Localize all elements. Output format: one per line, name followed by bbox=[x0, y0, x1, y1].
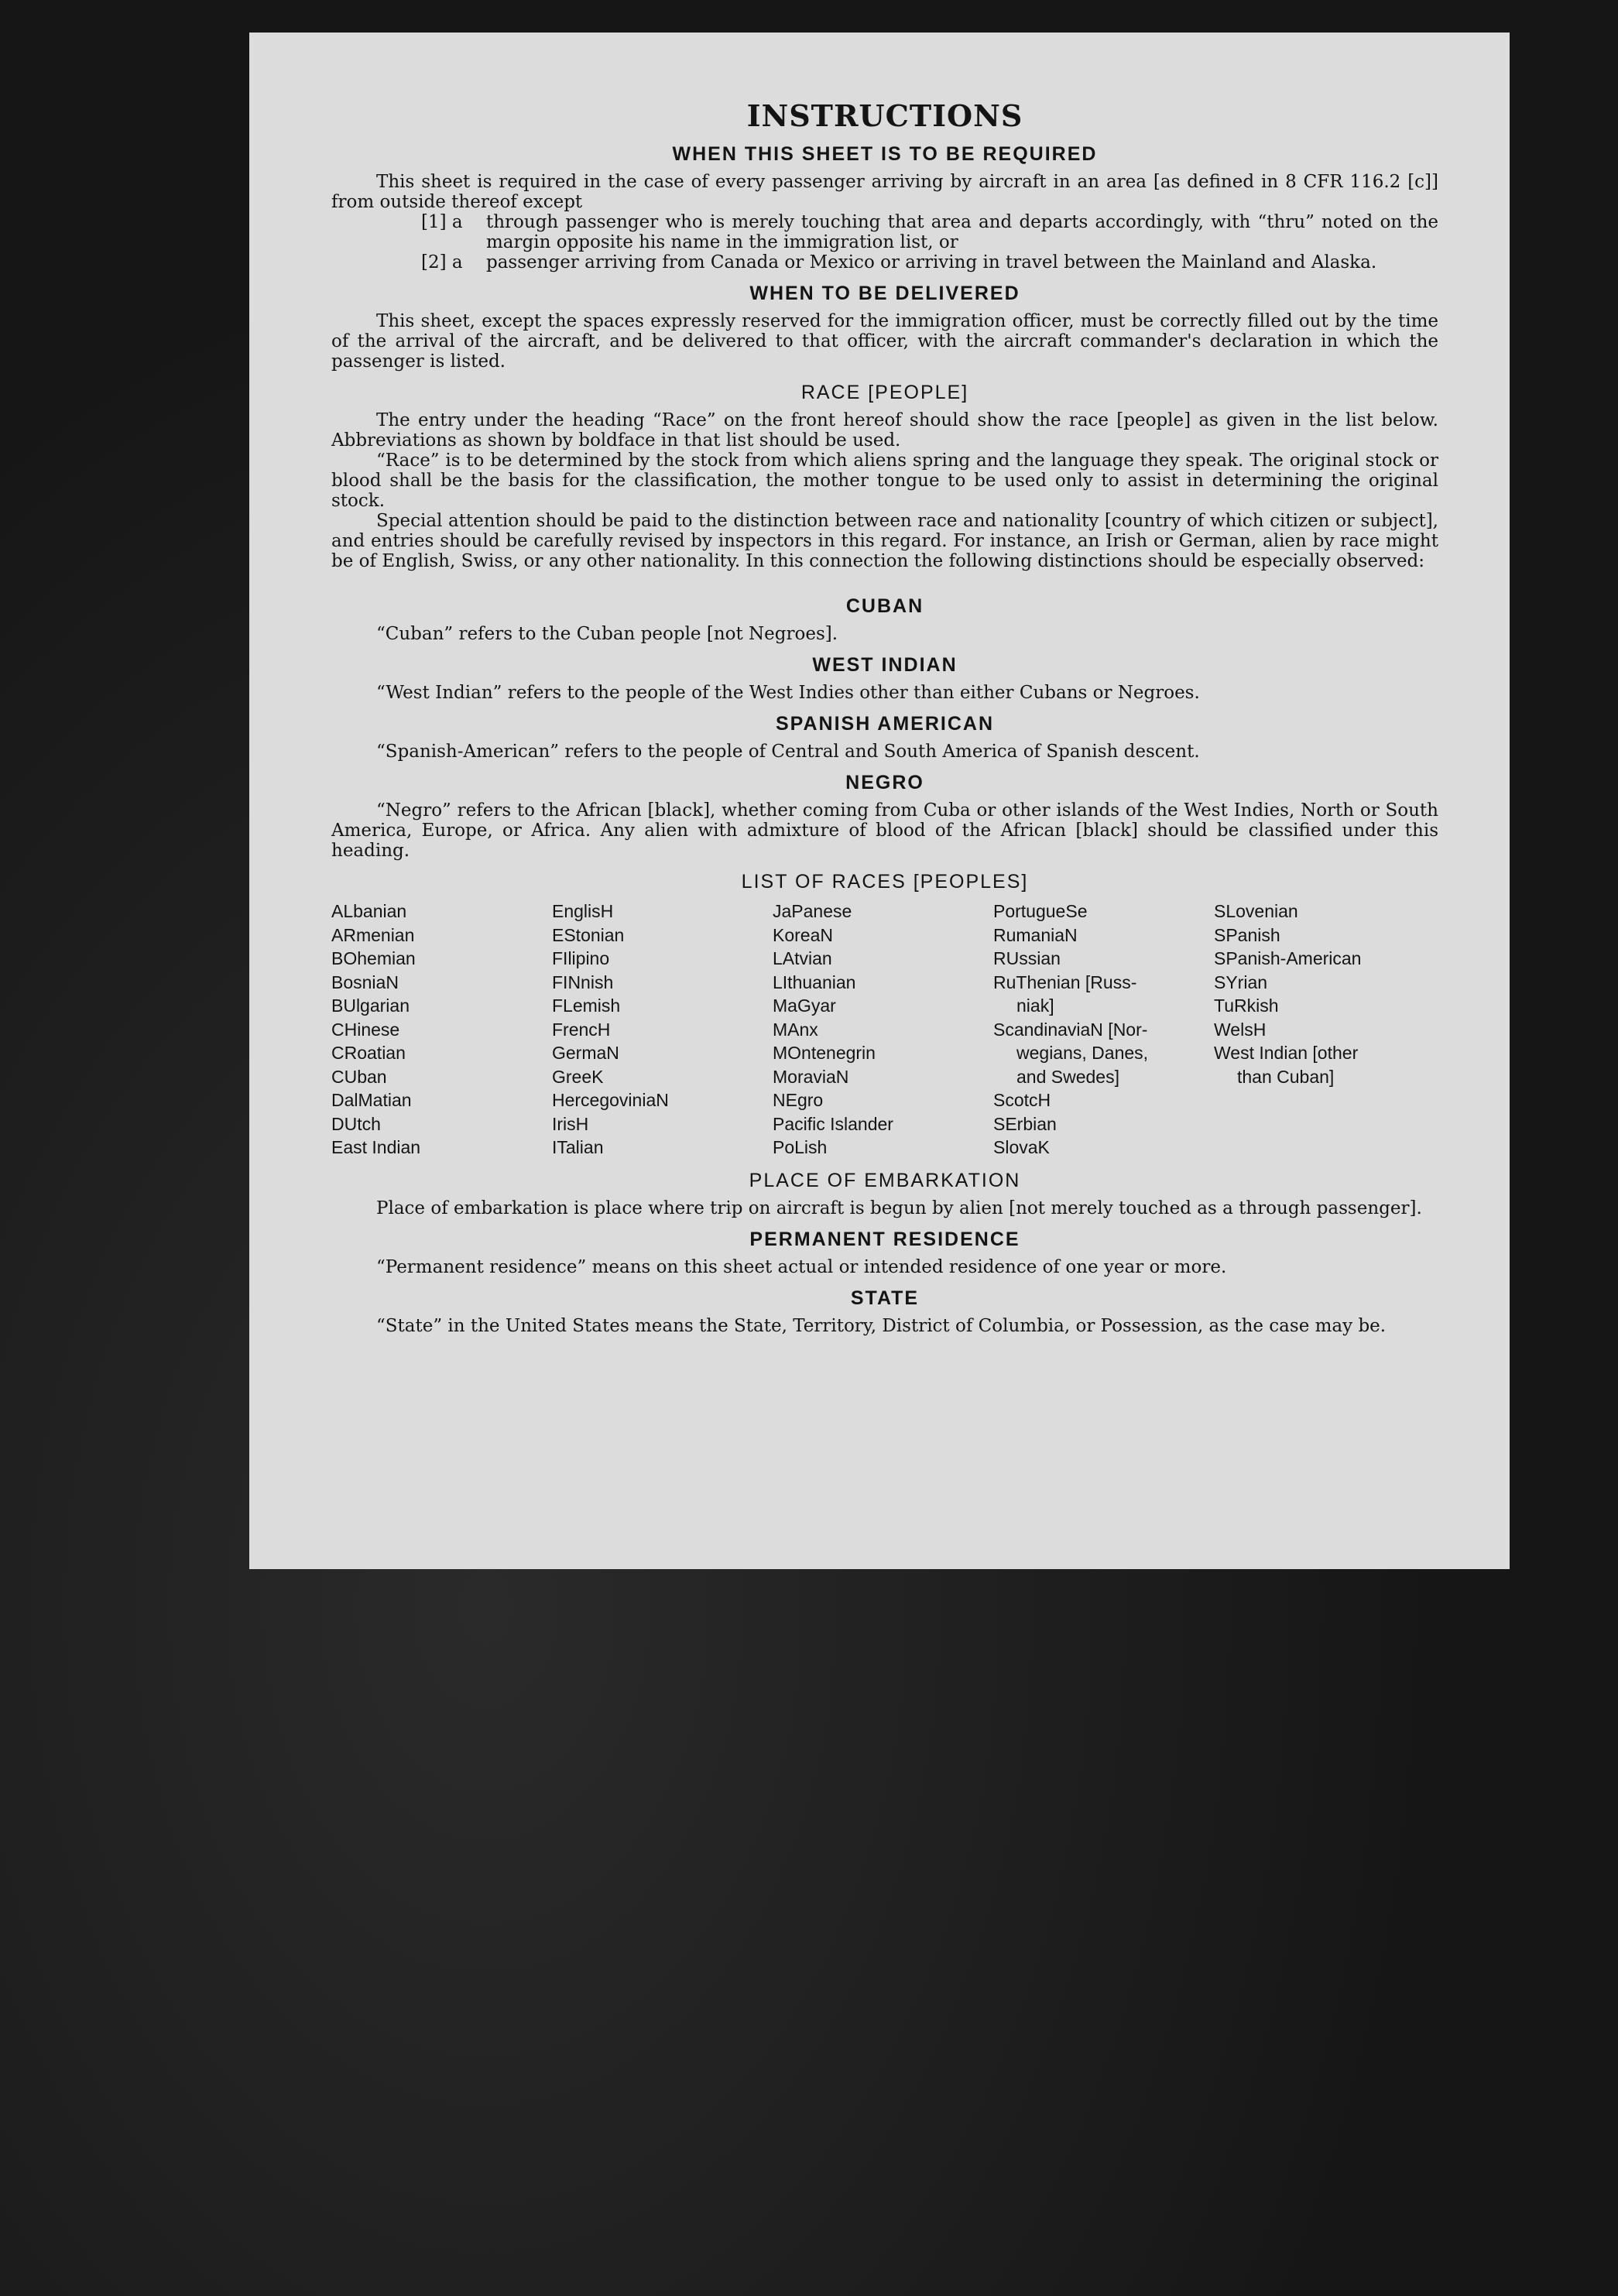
race-entry: MOntenegrin bbox=[773, 1043, 876, 1063]
race-entry: LAtvian bbox=[773, 948, 832, 968]
race-entry: BOhemian bbox=[331, 948, 416, 968]
race-entry-continuation: and Swedes] bbox=[1016, 1066, 1119, 1087]
race-entry-continuation: niak] bbox=[1016, 996, 1054, 1016]
race-entry: DalMatian bbox=[331, 1090, 412, 1110]
spanish-american-text: “Spanish-American” refers to the people of Central and South America of Spanish descent. bbox=[376, 742, 1200, 762]
races-column-2 bbox=[552, 900, 773, 1160]
race-entry: WelsH bbox=[1214, 1019, 1267, 1040]
required-intro: This sheet is required in the case of every passenger arriving by aircraft in an area [as defined in 8 CFR 116.2 [c]] from outside thereof except bbox=[331, 172, 1438, 212]
race-entry: MAnx bbox=[773, 1019, 818, 1040]
race-entry: BUlgarian bbox=[331, 996, 410, 1016]
required-item-1-number: [1] a bbox=[421, 212, 463, 232]
west-indian-text: “West Indian” refers to the people of the West Indies other than either Cubans or Negroes. bbox=[376, 683, 1200, 703]
race-entry: EStonian bbox=[552, 924, 625, 945]
race-entry: SLovenian bbox=[1214, 901, 1298, 921]
heading-when-required: WHEN THIS SHEET IS TO BE REQUIRED bbox=[672, 143, 1098, 165]
race-entry: ScandinaviaN [Nor- bbox=[993, 1019, 1148, 1040]
race-entry: ALbanian bbox=[331, 901, 407, 921]
required-item-2-text: passenger arriving from Canada or Mexico or arriving in travel between the Mainland and Alaska. bbox=[486, 252, 1377, 272]
race-entry: DUtch bbox=[331, 1113, 381, 1134]
race-entry: EnglisH bbox=[552, 901, 614, 921]
race-entry: Pacific Islander bbox=[773, 1113, 893, 1134]
race-entry: IrisH bbox=[552, 1113, 589, 1134]
race-entry: FINnish bbox=[552, 972, 614, 992]
race-entry: ARmenian bbox=[331, 924, 415, 945]
required-item-2 bbox=[421, 252, 1438, 272]
races-column-4 bbox=[993, 900, 1214, 1160]
races-column-3 bbox=[773, 900, 993, 1160]
heading-cuban: CUBAN bbox=[845, 595, 924, 617]
race-entry: MoraviaN bbox=[773, 1066, 849, 1087]
race-entry: CUban bbox=[331, 1066, 387, 1087]
heading-race: RACE [PEOPLE] bbox=[800, 382, 969, 403]
heading-spanish-american: SPANISH AMERICAN bbox=[775, 713, 994, 735]
instruction-sheet bbox=[249, 33, 1510, 1569]
document-title: INSTRUCTIONS bbox=[746, 98, 1023, 133]
races-column-1 bbox=[331, 900, 552, 1160]
race-entry: FLemish bbox=[552, 996, 621, 1016]
required-item-1 bbox=[421, 212, 1438, 252]
race-entry: HercegoviniaN bbox=[552, 1090, 669, 1110]
race-entry: ScotcH bbox=[993, 1090, 1051, 1110]
race-entry: East Indian bbox=[331, 1137, 421, 1157]
race-entry: PortugueSe bbox=[993, 901, 1088, 921]
race-paragraph-3: Special attention should be paid to the distinction between race and nationality [country of which citizen or subject], and entries should be carefully revised by inspectors in this regard. For instance, an Irish or German, alien by race might be of English, Swiss, or any other nationality. In this connection the following distinctions should be especially observed: bbox=[331, 511, 1438, 571]
race-entry: SPanish-American bbox=[1214, 948, 1362, 968]
race-entry: GermaN bbox=[552, 1043, 619, 1063]
race-entry: TuRkish bbox=[1214, 996, 1279, 1016]
race-entry: SlovaK bbox=[993, 1137, 1050, 1157]
required-item-1-text: through passenger who is merely touching that area and departs accordingly, with “thru” noted on the margin opposite his name in the immigration list, or bbox=[486, 212, 1438, 252]
race-entry: CRoatian bbox=[331, 1043, 406, 1063]
race-entry-continuation: than Cuban] bbox=[1237, 1066, 1335, 1087]
race-entry: RumaniaN bbox=[993, 924, 1078, 945]
race-entry: SErbian bbox=[993, 1113, 1057, 1134]
race-entry: JaPanese bbox=[773, 901, 852, 921]
heading-state: STATE bbox=[850, 1287, 920, 1309]
embarkation-text: Place of embarkation is place where trip on aircraft is begun by alien [not merely touched as a through passenger]. bbox=[376, 1198, 1422, 1218]
race-entry: FrencH bbox=[552, 1019, 611, 1040]
race-entry: RuThenian [Russ- bbox=[993, 972, 1137, 992]
race-entry-continuation: wegians, Danes, bbox=[1016, 1043, 1149, 1063]
race-entry: NEgro bbox=[773, 1090, 824, 1110]
negro-text: “Negro” refers to the African [black], whether coming from Cuba or other islands of the West Indies, North or South America, Europe, or Africa. Any alien with admixture of blood of the African [black] should be classified under this heading. bbox=[331, 800, 1438, 861]
race-entry: CHinese bbox=[331, 1019, 400, 1040]
heading-permanent-residence: PERMANENT RESIDENCE bbox=[749, 1228, 1020, 1250]
race-entry: ITalian bbox=[552, 1137, 604, 1157]
race-entry: GreeK bbox=[552, 1066, 604, 1087]
cuban-text: “Cuban” refers to the Cuban people [not Negroes]. bbox=[376, 624, 838, 644]
race-entry: PoLish bbox=[773, 1137, 828, 1157]
heading-west-indian: WEST INDIAN bbox=[812, 654, 958, 676]
race-paragraph-2: “Race” is to be determined by the stock from which aliens spring and the language they speak. The original stock or blood shall be the basis for the classification, the mother tongue to be used only to assist in determining the original stock. bbox=[331, 451, 1438, 511]
delivered-text: This sheet, except the spaces expressly reserved for the immigration officer, must be correctly filled out by the time of the arrival of the aircraft, and be delivered to that officer, with the aircraft commander's declaration in which the passenger is listed. bbox=[331, 311, 1438, 372]
race-entry: West Indian [other bbox=[1214, 1043, 1359, 1063]
race-entry: KoreaN bbox=[773, 924, 833, 945]
heading-place-of-embarkation: PLACE OF EMBARKATION bbox=[749, 1169, 1021, 1191]
required-item-2-number: [2] a bbox=[421, 252, 463, 272]
races-list bbox=[331, 900, 1438, 1160]
race-paragraph-1: The entry under the heading “Race” on the front hereof should show the race [people] as given in the list below. Abbreviations as shown by boldface in that list should be used. bbox=[331, 410, 1438, 451]
race-entry: LIthuanian bbox=[773, 972, 856, 992]
race-entry: MaGyar bbox=[773, 996, 836, 1016]
races-column-5 bbox=[1214, 900, 1435, 1160]
race-entry: RUssian bbox=[993, 948, 1061, 968]
heading-when-delivered: WHEN TO BE DELIVERED bbox=[749, 283, 1020, 304]
race-entry: SYrian bbox=[1214, 972, 1268, 992]
race-entry: BosniaN bbox=[331, 972, 399, 992]
residence-text: “Permanent residence” means on this sheet actual or intended residence of one year or more. bbox=[376, 1256, 1227, 1277]
heading-negro: NEGRO bbox=[845, 772, 924, 793]
state-text: “State” in the United States means the State, Territory, District of Columbia, or Possession, as the case may be. bbox=[376, 1315, 1387, 1336]
race-entry: FIlipino bbox=[552, 948, 610, 968]
race-entry: SPanish bbox=[1214, 924, 1280, 945]
heading-list-of-races: LIST OF RACES [PEOPLES] bbox=[741, 871, 1029, 893]
